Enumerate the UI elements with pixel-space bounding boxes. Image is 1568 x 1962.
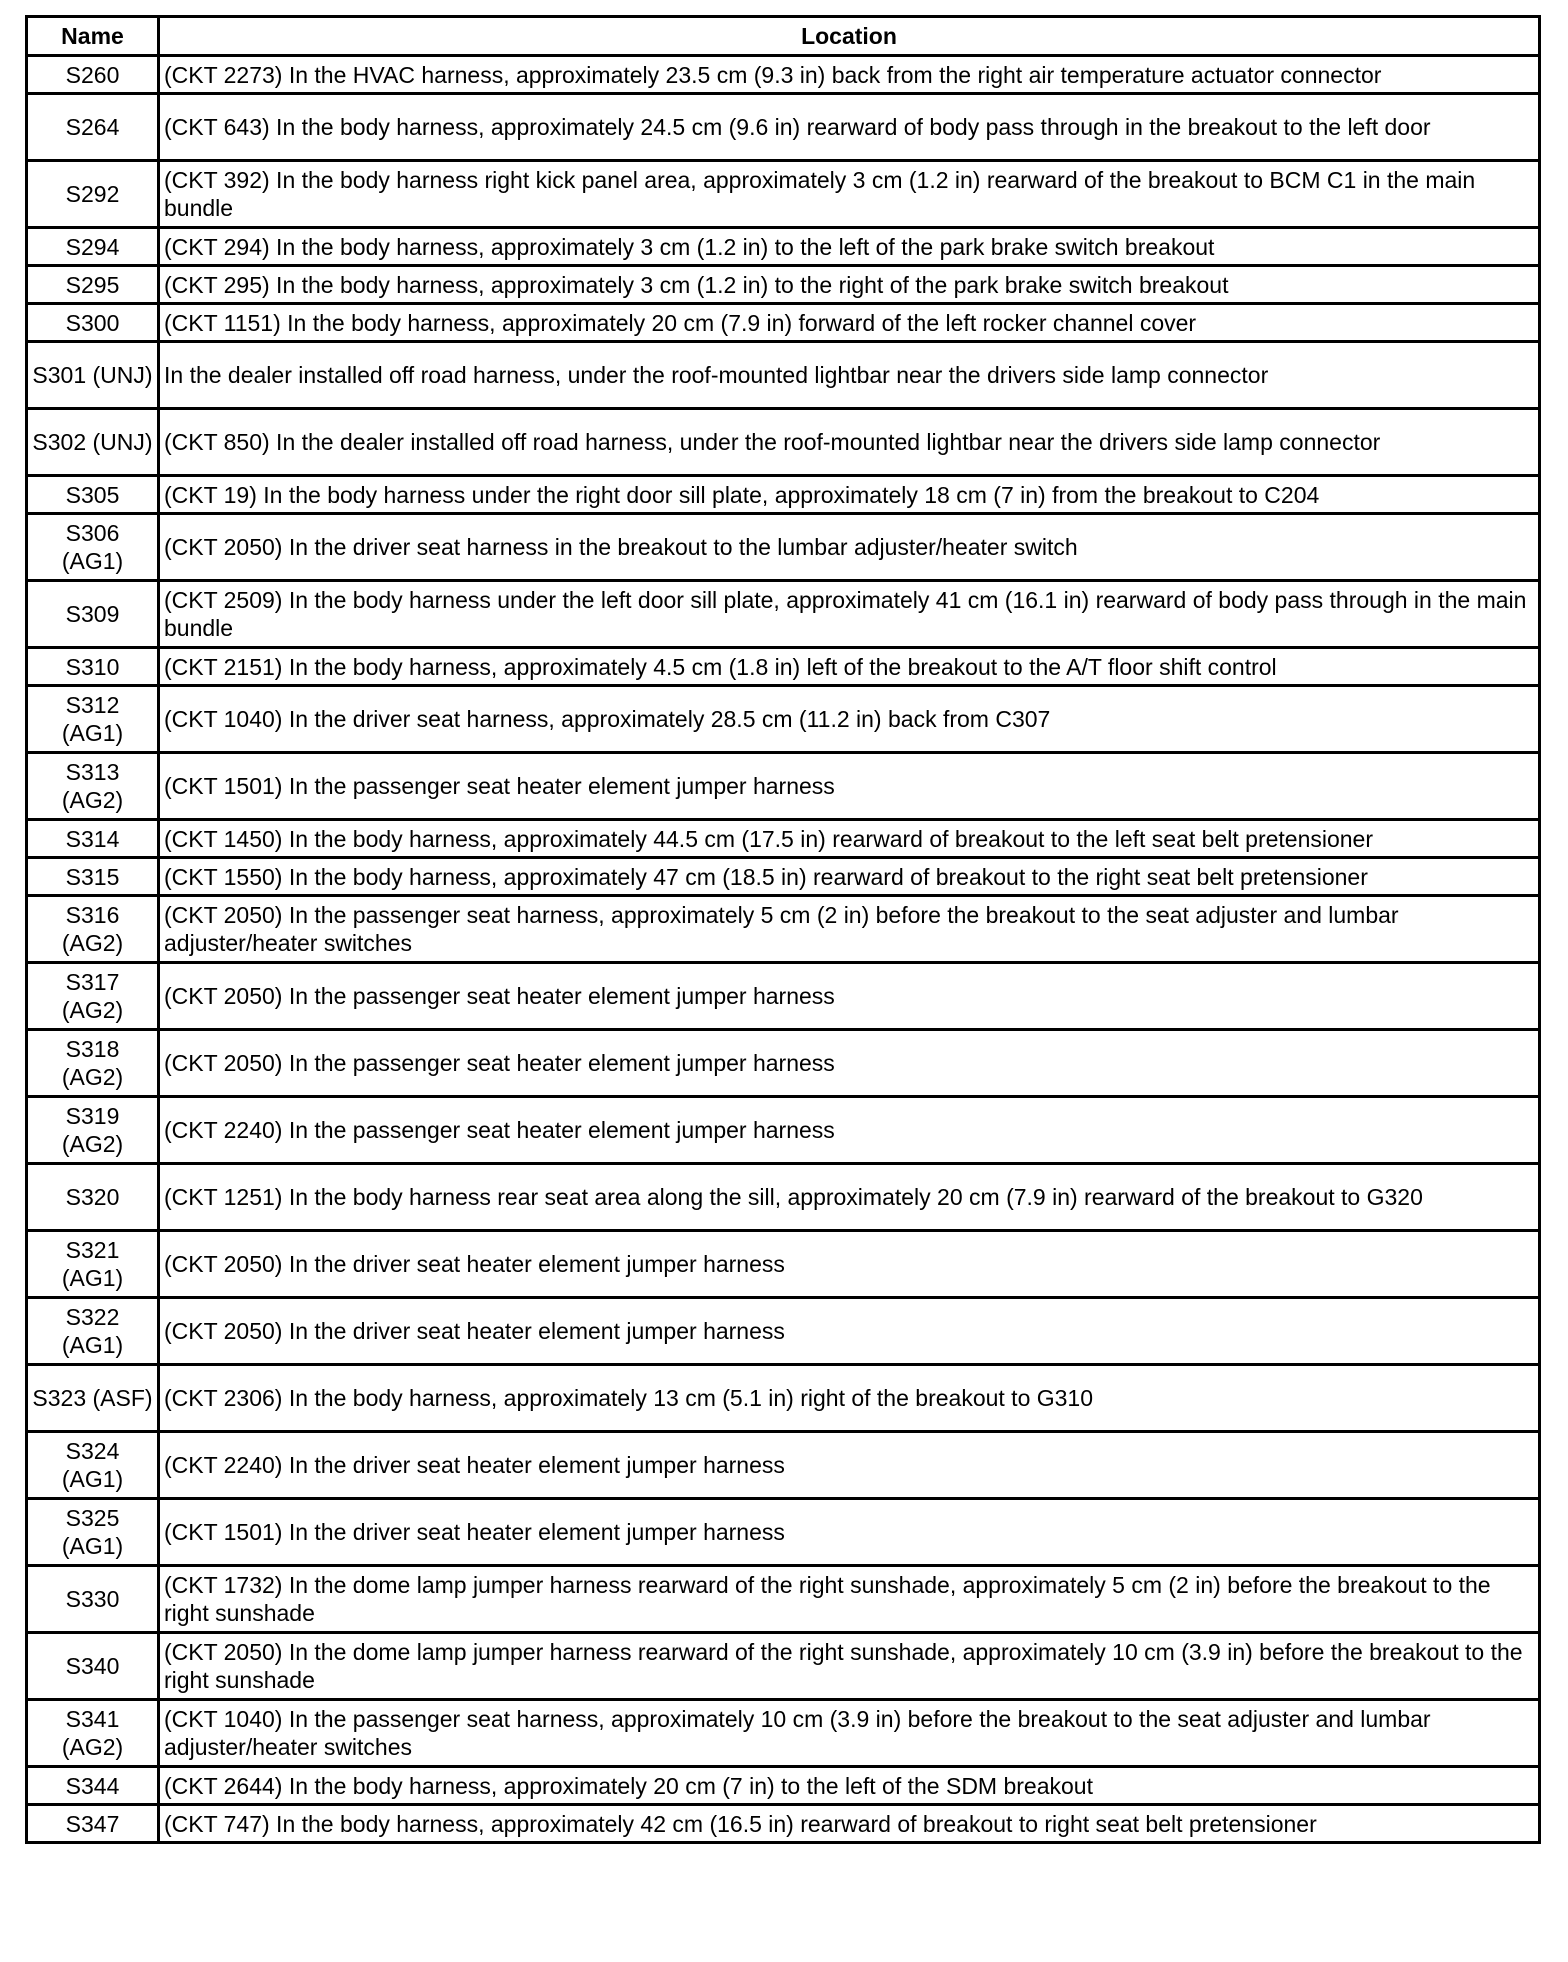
splice-location: In the dealer installed off road harness, under the roof-mounted lightbar near the drivers side lamp connector [159,342,1540,409]
table-row [27,228,1540,266]
table-row [27,161,1540,228]
splice-name: S302 (UNJ) [27,409,159,476]
table-row [27,648,1540,686]
header-location: Location [159,17,1540,56]
splice-location: (CKT 2050) In the driver seat heater element jumper harness [159,1298,1540,1365]
splice-location: (CKT 2273) In the HVAC harness, approximately 23.5 cm (9.3 in) back from the right air temperature actuator connector [159,56,1540,94]
splice-name: S314 [27,820,159,858]
splice-location: (CKT 2240) In the driver seat heater element jumper harness [159,1432,1540,1499]
splice-location: (CKT 1040) In the driver seat harness, approximately 28.5 cm (11.2 in) back from C307 [159,686,1540,753]
table-row [27,1164,1540,1231]
splice-name: S313 (AG2) [27,753,159,820]
splice-name: S324 (AG1) [27,1432,159,1499]
table-row [27,686,1540,753]
splice-location: (CKT 1040) In the passenger seat harness, approximately 10 cm (3.9 in) before the breakout to the seat adjuster and lumbar adjuster/heater switches [159,1700,1540,1767]
table-row [27,820,1540,858]
table-row [27,1432,1540,1499]
splice-location: (CKT 2509) In the body harness under the left door sill plate, approximately 41 cm (16.1 in) rearward of body pass through in the main bundle [159,581,1540,648]
table-row [27,476,1540,514]
splice-location: (CKT 2644) In the body harness, approximately 20 cm (7 in) to the left of the SDM breakout [159,1767,1540,1805]
splice-location: (CKT 1450) In the body harness, approximately 44.5 cm (17.5 in) rearward of breakout to the left seat belt pretensioner [159,820,1540,858]
splice-name: S321 (AG1) [27,1231,159,1298]
splice-name: S322 (AG1) [27,1298,159,1365]
table-row [27,1700,1540,1767]
splice-location: (CKT 2050) In the passenger seat heater element jumper harness [159,963,1540,1030]
table-row [27,56,1540,94]
splice-name: S295 [27,266,159,304]
splice-name: S305 [27,476,159,514]
splice-name: S316 (AG2) [27,896,159,963]
header-row [27,17,1540,56]
splice-location: (CKT 850) In the dealer installed off road harness, under the roof-mounted lightbar near the drivers side lamp connector [159,409,1540,476]
splice-location: (CKT 1732) In the dome lamp jumper harness rearward of the right sunshade, approximately 5 cm (2 in) before the breakout to the right sunshade [159,1566,1540,1633]
table-row [27,409,1540,476]
table-row [27,1298,1540,1365]
table-row [27,1767,1540,1805]
splice-location: (CKT 2240) In the passenger seat heater element jumper harness [159,1097,1540,1164]
table-row [27,1499,1540,1566]
splice-name: S341 (AG2) [27,1700,159,1767]
splice-location-table [25,15,1541,1844]
table-row [27,753,1540,820]
table-row [27,963,1540,1030]
splice-location: (CKT 2050) In the passenger seat harness, approximately 5 cm (2 in) before the breakout to the seat adjuster and lumbar adjuster/heater switches [159,896,1540,963]
table-row [27,1805,1540,1843]
header-name: Name [27,17,159,56]
splice-location: (CKT 1550) In the body harness, approximately 47 cm (18.5 in) rearward of breakout to the right seat belt pretensioner [159,858,1540,896]
splice-location: (CKT 2050) In the driver seat heater element jumper harness [159,1231,1540,1298]
splice-name: S340 [27,1633,159,1700]
table-row [27,266,1540,304]
splice-name: S294 [27,228,159,266]
splice-location: (CKT 19) In the body harness under the right door sill plate, approximately 18 cm (7 in) from the breakout to C204 [159,476,1540,514]
splice-name: S309 [27,581,159,648]
table-row [27,1231,1540,1298]
table-row [27,896,1540,963]
table-row [27,1633,1540,1700]
table-row [27,342,1540,409]
splice-name: S312 (AG1) [27,686,159,753]
table-row [27,858,1540,896]
splice-name: S325 (AG1) [27,1499,159,1566]
splice-location: (CKT 643) In the body harness, approximately 24.5 cm (9.6 in) rearward of body pass through in the breakout to the left door [159,94,1540,161]
table-row [27,304,1540,342]
table-row [27,1365,1540,1432]
splice-name: S260 [27,56,159,94]
splice-name: S301 (UNJ) [27,342,159,409]
splice-name: S323 (ASF) [27,1365,159,1432]
splice-name: S318 (AG2) [27,1030,159,1097]
splice-name: S300 [27,304,159,342]
table-row [27,94,1540,161]
table-row [27,1097,1540,1164]
table-row [27,1030,1540,1097]
splice-name: S292 [27,161,159,228]
splice-location: (CKT 294) In the body harness, approximately 3 cm (1.2 in) to the left of the park brake switch breakout [159,228,1540,266]
splice-location: (CKT 2306) In the body harness, approximately 13 cm (5.1 in) right of the breakout to G310 [159,1365,1540,1432]
splice-location: (CKT 1151) In the body harness, approximately 20 cm (7.9 in) forward of the left rocker channel cover [159,304,1540,342]
splice-name: S347 [27,1805,159,1843]
table-row [27,514,1540,581]
splice-location: (CKT 2151) In the body harness, approximately 4.5 cm (1.8 in) left of the breakout to the A/T floor shift control [159,648,1540,686]
splice-name: S330 [27,1566,159,1633]
splice-name: S315 [27,858,159,896]
splice-name: S306 (AG1) [27,514,159,581]
splice-name: S264 [27,94,159,161]
splice-name: S317 (AG2) [27,963,159,1030]
splice-location: (CKT 1501) In the passenger seat heater element jumper harness [159,753,1540,820]
splice-name: S344 [27,1767,159,1805]
splice-location: (CKT 1501) In the driver seat heater element jumper harness [159,1499,1540,1566]
splice-location: (CKT 747) In the body harness, approximately 42 cm (16.5 in) rearward of breakout to right seat belt pretensioner [159,1805,1540,1843]
splice-location: (CKT 2050) In the dome lamp jumper harness rearward of the right sunshade, approximately 10 cm (3.9 in) before the breakout to the right sunshade [159,1633,1540,1700]
splice-name: S319 (AG2) [27,1097,159,1164]
splice-location: (CKT 2050) In the passenger seat heater element jumper harness [159,1030,1540,1097]
splice-location: (CKT 1251) In the body harness rear seat area along the sill, approximately 20 cm (7.9 in) rearward of the breakout to G320 [159,1164,1540,1231]
splice-location: (CKT 2050) In the driver seat harness in the breakout to the lumbar adjuster/heater switch [159,514,1540,581]
table-row [27,581,1540,648]
splice-location: (CKT 295) In the body harness, approximately 3 cm (1.2 in) to the right of the park brake switch breakout [159,266,1540,304]
splice-location: (CKT 392) In the body harness right kick panel area, approximately 3 cm (1.2 in) rearward of the breakout to BCM C1 in the main bundle [159,161,1540,228]
splice-name: S310 [27,648,159,686]
splice-name: S320 [27,1164,159,1231]
table-row [27,1566,1540,1633]
